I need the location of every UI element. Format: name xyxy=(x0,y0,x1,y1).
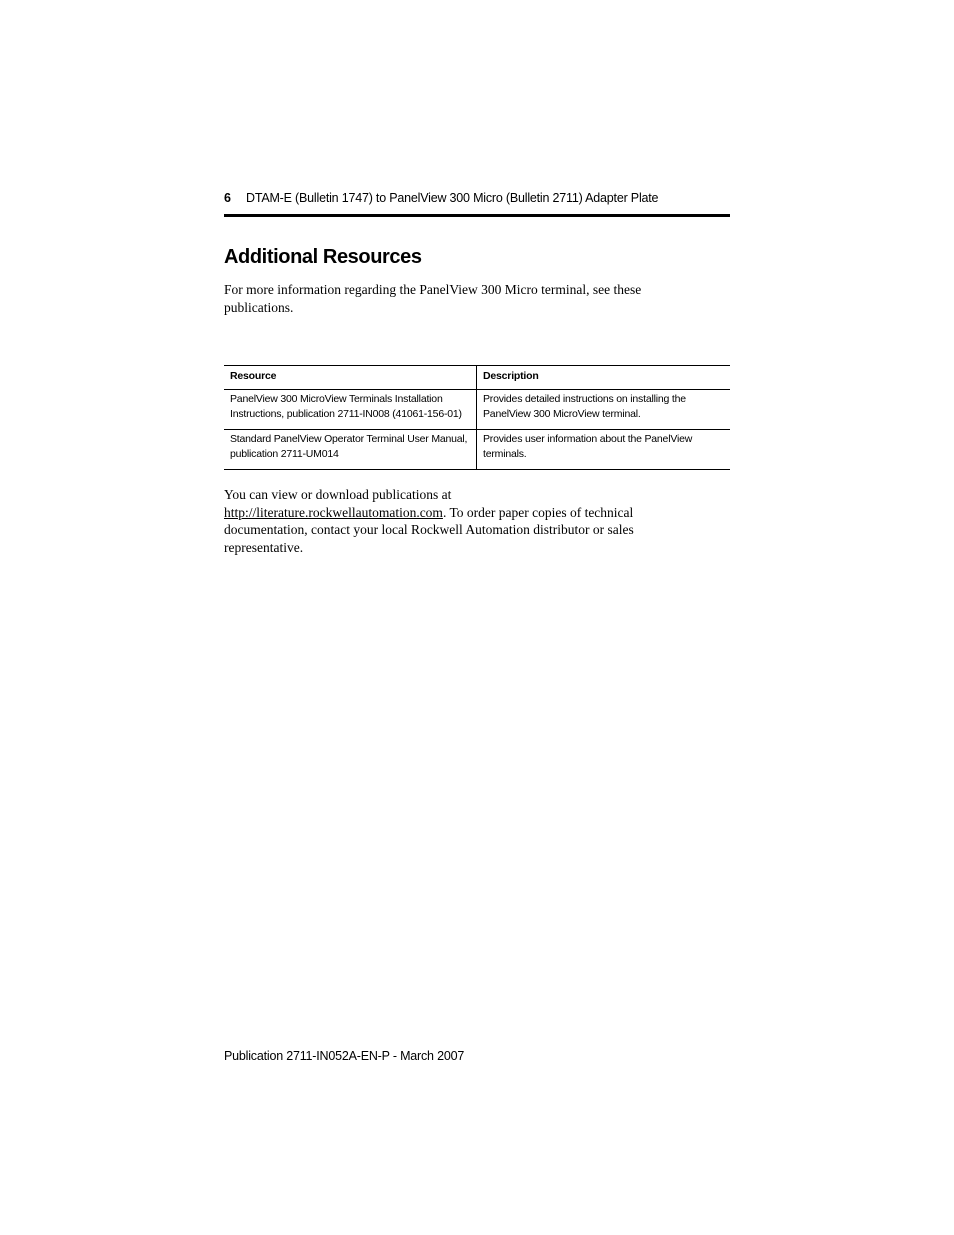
running-header xyxy=(224,191,730,205)
table-row xyxy=(224,430,730,470)
column-header-description: Description xyxy=(477,366,731,390)
closing-paragraph xyxy=(224,486,704,556)
literature-link[interactable]: http://literature.rockwellautomation.com xyxy=(224,504,443,520)
footer-publication: Publication 2711-IN052A-EN-P - March 2007 xyxy=(224,1049,465,1063)
resources-table xyxy=(224,365,730,470)
header-title: DTAM-E (Bulletin 1747) to PanelView 300 Micro (Bulletin 2711) Adapter Plate xyxy=(246,191,659,205)
resource-cell: PanelView 300 MicroView Terminals Installation Instructions, publication 2711-IN008 (41061-156-01) xyxy=(224,390,477,430)
page-number: 6 xyxy=(224,191,231,205)
table-header-row xyxy=(224,366,730,390)
description-cell: Provides detailed instructions on installing the PanelView 300 MicroView terminal. xyxy=(477,390,731,430)
column-header-resource: Resource xyxy=(224,366,477,390)
intro-paragraph: For more information regarding the PanelView 300 Micro terminal, see these publications. xyxy=(224,282,642,315)
closing-text-after-link: . To order paper copies of technical documentation, contact your local Rockwell Automation distributor or sales representative. xyxy=(224,504,634,555)
header-rule xyxy=(224,214,730,217)
description-cell: Provides user information about the PanelView terminals. xyxy=(477,430,731,470)
document-page xyxy=(224,0,730,1235)
closing-text-before-link: You can view or download publications at xyxy=(224,487,452,502)
section-title: Additional Resources xyxy=(224,246,422,268)
table-row xyxy=(224,390,730,430)
resource-cell: Standard PanelView Operator Terminal User Manual, publication 2711-UM014 xyxy=(224,430,477,470)
